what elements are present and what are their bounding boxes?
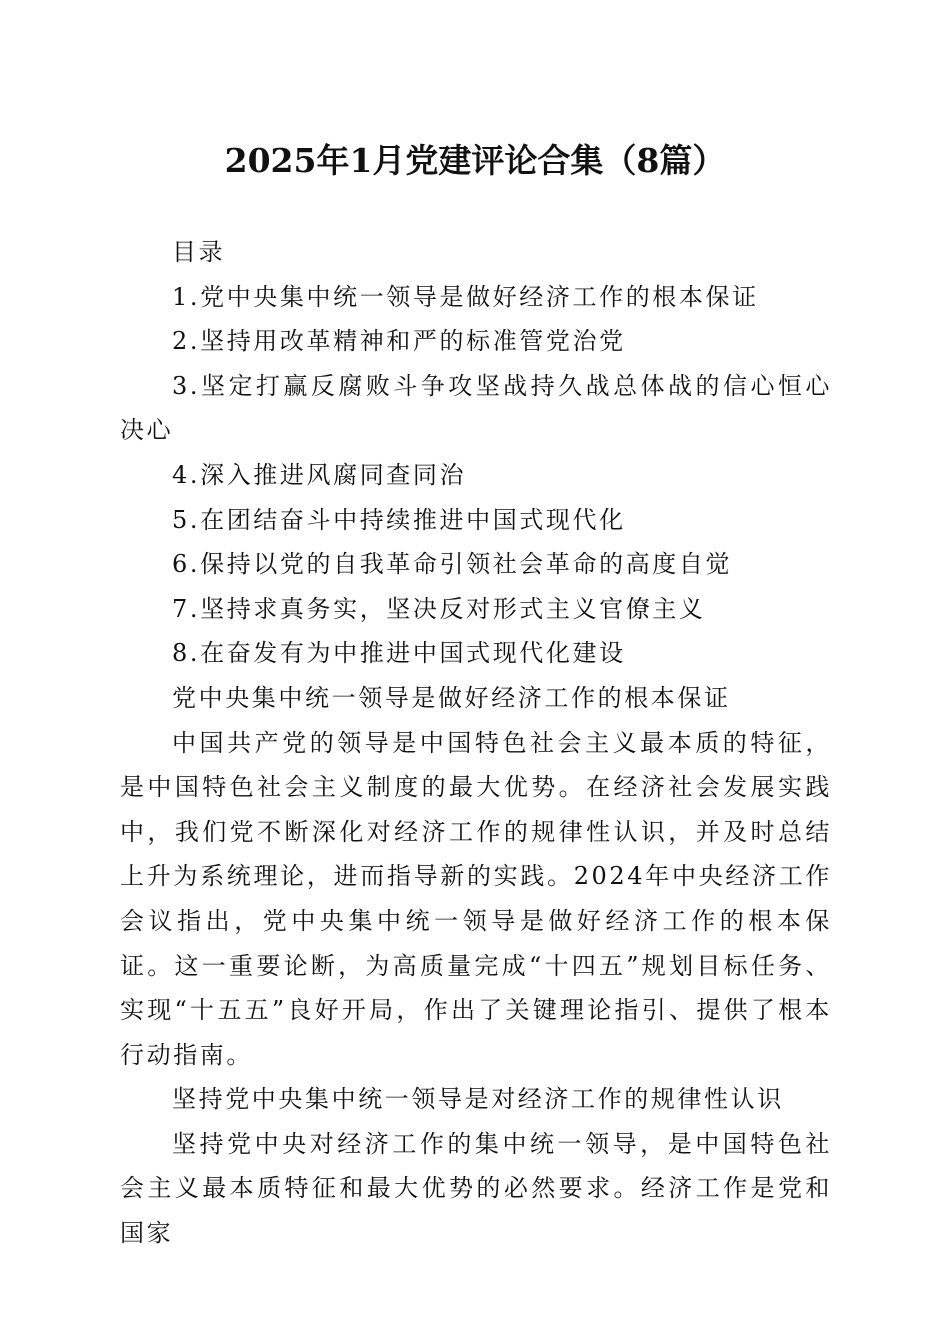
body-paragraph-2: 坚持党中央对经济工作的集中统一领导，是中国特色社会主义最本质特征和最大优势的必然要求。经济工作是党和国家	[120, 1129, 832, 1248]
toc-item-2: 2.坚持用改革精神和严的标准管党治党	[172, 327, 626, 356]
toc-item-7: 7.坚持求真务实，坚决反对形式主义官僚主义	[172, 594, 706, 623]
toc-item-6: 6.保持以党的自我革命引领社会革命的高度自觉	[172, 550, 733, 579]
toc-item-1: 1.党中央集中统一领导是做好经济工作的根本保证	[172, 282, 759, 311]
body-paragraph-1: 中国共产党的领导是中国特色社会主义最本质的特征，是中国特色社会主义制度的最大优势。在经济社会发展实践中，我们党不断深化对经济工作的规律性认识，并及时总结上升为系统理论，进而指导新的实践。2024年中央经济工作会议指出，党中央集中统一领导是做好经济工作的根本保证。这一重要论断，为高质量完成“十四五”规划目标任务、实现“十五五”良好开局，作出了关键理论指引、提供了根本行动指南。	[120, 728, 832, 1069]
toc-item-8: 8.在奋发有为中推进中国式现代化建设	[172, 639, 626, 668]
toc-item-5: 5.在团结奋斗中持续推进中国式现代化	[172, 505, 626, 534]
toc-item-3: 3.坚定打赢反腐败斗争攻坚战持久战总体战的信心恒心决心	[120, 371, 832, 445]
document-body	[120, 230, 832, 1256]
document-title: 2025年1月党建评论合集（8篇）	[224, 141, 726, 180]
toc-item-4: 4.深入推进风腐同查同治	[172, 460, 467, 489]
article-title: 党中央集中统一领导是做好经济工作的根本保证	[172, 683, 731, 712]
toc-heading: 目录	[172, 238, 226, 266]
section-heading: 坚持党中央集中统一领导是对经济工作的规律性认识	[172, 1085, 784, 1114]
